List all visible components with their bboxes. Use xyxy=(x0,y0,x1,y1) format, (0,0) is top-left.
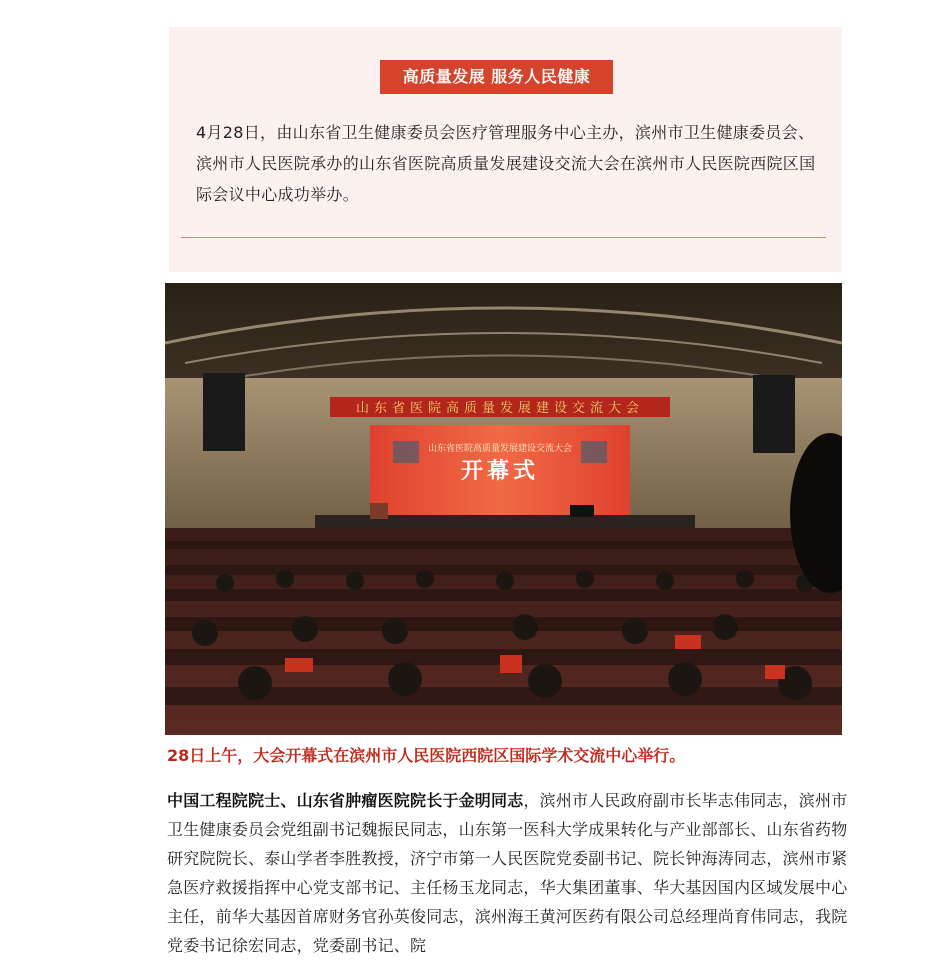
headline-badge: 高质量发展 服务人民健康 xyxy=(380,60,613,94)
article-rest: ，滨州市人民政府副市长毕志伟同志，滨州市卫生健康委员会党组副书记魏振民同志，山东第一医科大学成果转化与产业部部长、山东省药物研究院院长、泰山学者李胜教授，济宁市第一人民医院党委副书记、院长钟海涛同志，滨州市紧急医疗救援指挥中心党支部书记、主任杨玉龙同志，华大集团董事、华大基因国内区域发展中心主任，前华大基因首席财务官孙英俊同志，滨州海王黄河医药有限公司总经理尚育伟同志，我院党委书记徐宏同志，党委副书记、院 xyxy=(167,791,848,955)
divider xyxy=(181,237,826,238)
article-lead: 中国工程院院士、山东省肿瘤医院院长于金明同志 xyxy=(167,791,524,810)
intro-panel xyxy=(169,27,842,272)
intro-paragraph: 4月28日，由山东省卫生健康委员会医疗管理服务中心主办，滨州市卫生健康委员会、滨州市人民医院承办的山东省医院高质量发展建设交流大会在滨州市人民医院西院区国际会议中心成功举办。 xyxy=(196,123,816,204)
article-paragraph xyxy=(167,786,857,960)
screen-subtitle: 山东省医院高质量发展建设交流大会 xyxy=(427,443,573,453)
photo-caption: 28日上午，大会开幕式在滨州市人民医院西院区国际学术交流中心举行。 xyxy=(167,746,686,765)
banner-text: 山东省医院高质量发展建设交流大会 xyxy=(355,400,645,415)
screen-title: 开幕式 xyxy=(460,458,540,483)
conference-photo xyxy=(165,283,842,735)
